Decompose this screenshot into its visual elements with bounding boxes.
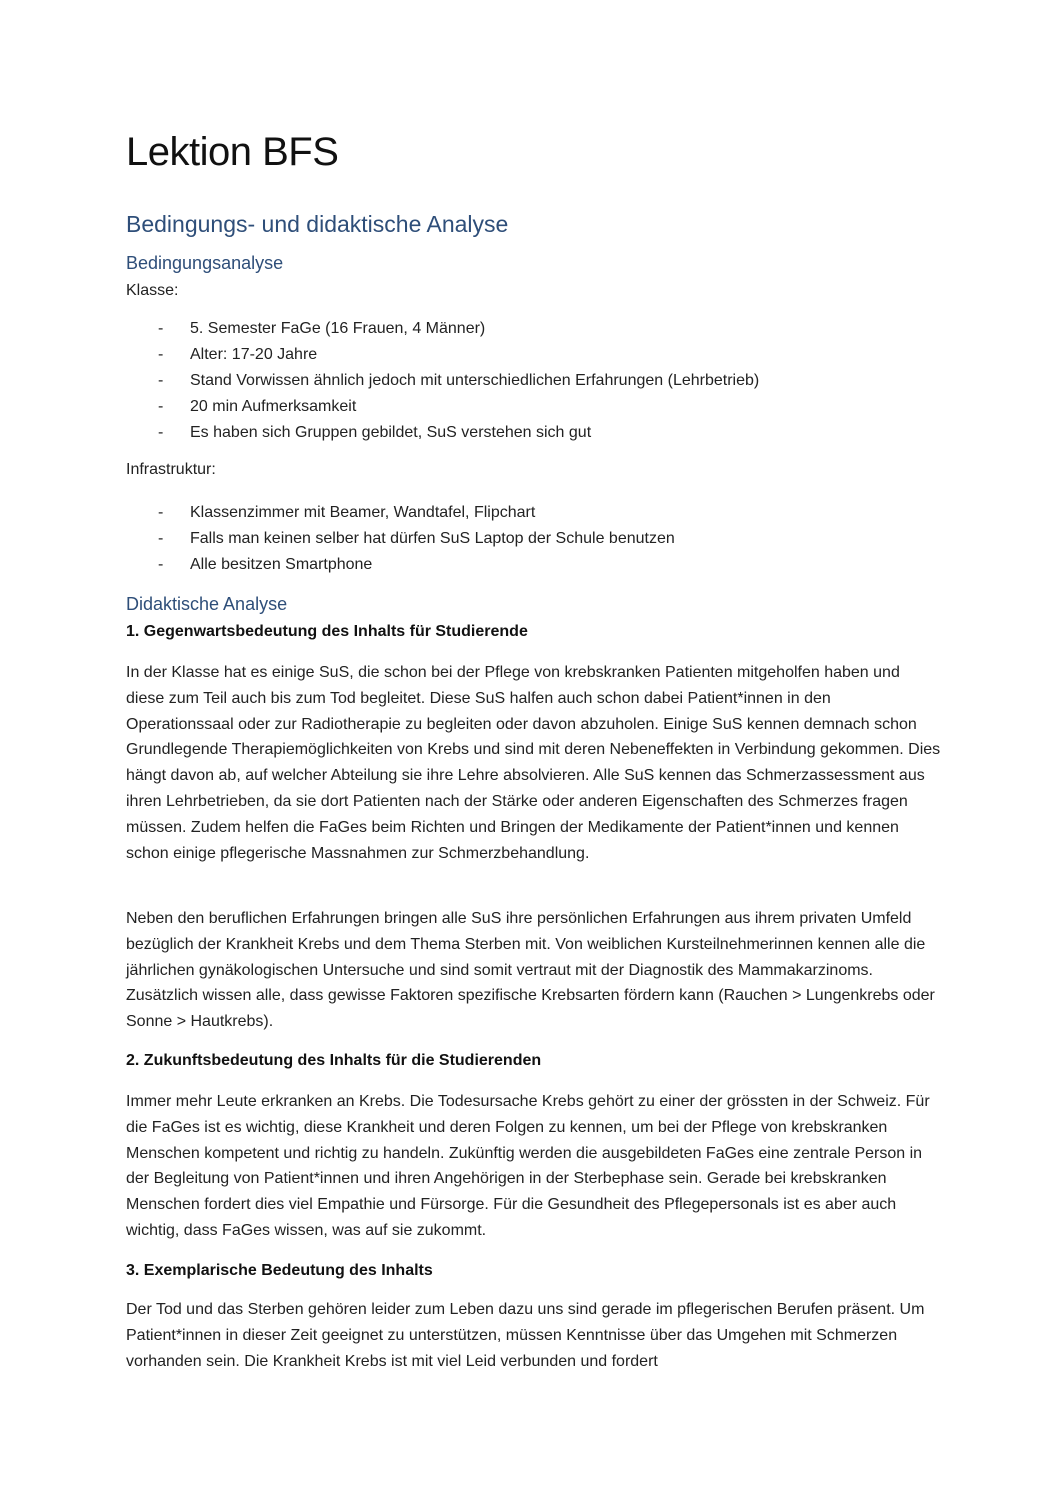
list-item bbox=[126, 342, 759, 368]
list-item bbox=[126, 526, 675, 552]
klasse-list bbox=[126, 316, 759, 446]
subheading-didaktische-analyse: Didaktische Analyse bbox=[126, 594, 288, 614]
paragraph: Der Tod und das Sterben gehören leider zum Leben dazu uns sind gerade im pflegerischen Berufen präsent. Um Patient*innen in dieser Zeit geeignet zu unterstützen, müssen Kenntnisse über das Umgehen mit Schmerzen vorhanden sein. Die Krankheit Krebs ist mit viel Leid verbunden und fordert bbox=[126, 1301, 925, 1370]
dash-bullet: - bbox=[158, 346, 164, 363]
paragraph: Neben den beruflichen Erfahrungen bringen alle SuS ihre persönlichen Erfahrungen aus ihrem privaten Umfeld bezüglich der Krankheit Krebs und dem Thema Sterben mit. Von weiblichen Kursteilnehmerinnen kennen alle die jährlichen gynäkologischen Untersuche und sind somit vertraut mit der Diagnostik des Mammakarzinoms. Zusätzlich wissen alle, dass gewisse Faktoren spezifische Krebsarten fördern kann (Rauchen > Lungenkrebs oder Sonne > Hautkrebs). bbox=[126, 910, 935, 1031]
list-item bbox=[126, 368, 759, 394]
paragraph: In der Klasse hat es einige SuS, die schon bei der Pflege von krebskranken Patienten mitgeholfen haben und diese zum Teil auch bis zum Tod begleitet. Diese SuS halfen auch schon dabei Patient*innen in den Operationssaal oder zur Radiotherapie zu begleiten oder davon abzuholen. Einige SuS kennen demnach schon Grundlegende Therapiemöglichkeiten von Krebs und sind mit deren Nebeneffekten in Verbindung gekommen. Dies hängt davon ab, auf welcher Abteilung sie ihre Lehre absolvieren. Alle SuS kennen das Schmerzassessment aus ihren Lehrbetrieben, da sie dort Patienten nach der Stärke oder anderen Eigenschaften des Schmerzes fragen müssen. Zudem helfen die FaGes beim Richten und Bringen der Medikamente der Patient*innen und kennen schon einige pflegerische Massnahmen zur Schmerzbehandlung. bbox=[126, 664, 941, 862]
list-item-text: Alle besitzen Smartphone bbox=[190, 556, 373, 573]
list-item-text: Stand Vorwissen ähnlich jedoch mit unterschiedlichen Erfahrungen (Lehrbetrieb) bbox=[190, 372, 760, 389]
list-item-text: Falls man keinen selber hat dürfen SuS Laptop der Schule benutzen bbox=[190, 530, 675, 547]
list-item-text: 20 min Aufmerksamkeit bbox=[190, 398, 357, 415]
infrastruktur-label: Infrastruktur: bbox=[126, 461, 216, 478]
list-item bbox=[126, 420, 759, 446]
dash-bullet: - bbox=[158, 530, 164, 547]
heading-gegenwartsbedeutung: 1. Gegenwartsbedeutung des Inhalts für Studierende bbox=[126, 623, 528, 640]
heading-exemplarische-bedeutung: 3. Exemplarische Bedeutung des Inhalts bbox=[126, 1262, 433, 1279]
subheading-bedingungsanalyse: Bedingungsanalyse bbox=[126, 253, 284, 273]
list-item-text: Klassenzimmer mit Beamer, Wandtafel, Flipchart bbox=[190, 504, 536, 521]
list-item bbox=[126, 316, 759, 342]
list-item bbox=[126, 500, 675, 526]
list-item-text: Alter: 17-20 Jahre bbox=[190, 346, 318, 363]
list-item-text: 5. Semester FaGe (16 Frauen, 4 Männer) bbox=[190, 320, 486, 337]
list-item bbox=[126, 552, 675, 578]
dash-bullet: - bbox=[158, 320, 164, 337]
dash-bullet: - bbox=[158, 372, 164, 389]
dash-bullet: - bbox=[158, 504, 164, 521]
infrastruktur-list bbox=[126, 500, 675, 578]
paragraph: Immer mehr Leute erkranken an Krebs. Die Todesursache Krebs gehört zu einer der grössten in der Schweiz. Für die FaGes ist es wichtig, diese Krankheit und deren Folgen zu kennen, um bei der Pflege von krebskranken Menschen kompetent und richtig zu handeln. Zukünftig werden die ausgebildeten FaGes eine zentrale Person in der Begleitung von Patient*innen und ihren Angehörigen in der Sterbephase sein. Gerade bei krebskranken Menschen fordert dies viel Empathie und Fürsorge. Für die Gesundheit des Pflegepersonals ist es aber auch wichtig, dass FaGes wissen, was auf sie zukommt. bbox=[126, 1093, 930, 1239]
dash-bullet: - bbox=[158, 398, 164, 415]
dash-bullet: - bbox=[158, 424, 164, 441]
page-title: Lektion BFS bbox=[126, 130, 339, 174]
list-item bbox=[126, 394, 759, 420]
list-item-text: Es haben sich Gruppen gebildet, SuS verstehen sich gut bbox=[190, 424, 592, 441]
klasse-label: Klasse: bbox=[126, 282, 179, 299]
heading-zukunftsbedeutung: 2. Zukunftsbedeutung des Inhalts für die Studierenden bbox=[126, 1052, 542, 1069]
section-heading: Bedingungs- und didaktische Analyse bbox=[126, 211, 509, 237]
dash-bullet: - bbox=[158, 556, 164, 573]
